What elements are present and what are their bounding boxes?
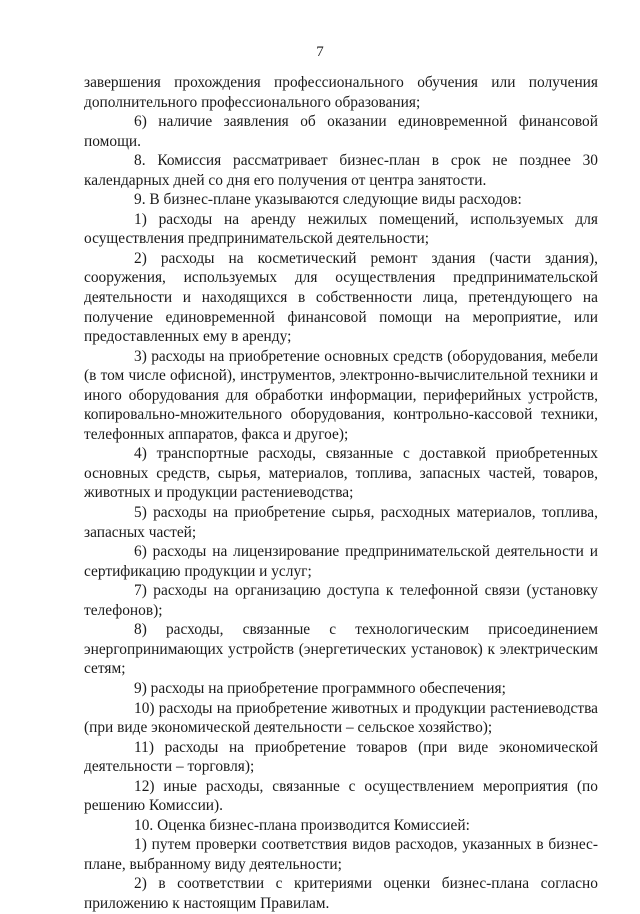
expense-item-2: 2) расходы на косметический ремонт здания (части здания), сооружения, используемых для осуществления предпринимательской деятельности и находящихся в собственности лица, претендующего на получение единовременной финансовой помощи на мероприятие, или предоставленных ему в аренду; <box>84 249 598 346</box>
expense-item-10: 10) расходы на приобретение животных и продукции растениеводства (при виде экономической деятельности – сельское хозяйство); <box>84 699 598 737</box>
expense-item-8: 8) расходы, связанные с технологическим присоединением энергопринимающих устройств (энергетических установок) к электрическим сетям; <box>84 621 598 678</box>
list-item-requirement-6: 6) наличие заявления об оказании единовременной финансовой помощи. <box>84 113 598 150</box>
page-number: 7 <box>316 44 324 60</box>
expense-item-1: 1) расходы на аренду нежилых помещений, используемых для осуществления предпринимательской деятельности; <box>84 210 598 248</box>
evaluation-item-2: 2) в соответствии с критериями оценки бизнес-плана согласно приложению к настоящим Правилам. <box>84 875 598 912</box>
expense-item-11: 11) расходы на приобретение товаров (при виде экономической деятельности – торговля); <box>84 738 598 776</box>
expense-item-9: 9) расходы на приобретение программного обеспечения; <box>134 679 506 697</box>
clause-10: 10. Оценка бизнес-плана производится Комиссией: <box>134 816 470 834</box>
paragraph-continuation: завершения прохождения профессионального обучения или получения дополнительного профессионального образования; <box>84 74 598 111</box>
expense-item-3: 3) расходы на приобретение основных средств (оборудования, мебели (в том числе офисной), инструментов, электронно-вычислительной техники и иного оборудования для обработки информации, периферийных устройств, копировально-множительного оборудования, контрольно-кассовой техники, телефонных аппаратов, факса и другое); <box>84 347 598 443</box>
evaluation-item-1: 1) путем проверки соответствия видов расходов, указанных в бизнес-плане, выбранному виду деятельности; <box>84 836 598 873</box>
document-body <box>84 73 598 914</box>
clause-8: 8. Комиссия рассматривает бизнес-план в срок не позднее 30 календарных дней со дня его получения от центра занятости. <box>84 152 598 189</box>
expense-item-12: 12) иные расходы, связанные с осуществлением мероприятия (по решению Комиссии). <box>84 777 598 815</box>
expense-item-6: 6) расходы на лицензирование предпринимательской деятельности и сертификацию продукции и услуг; <box>84 543 598 580</box>
expense-item-7: 7) расходы на организацию доступа к телефонной связи (установку телефонов); <box>84 582 598 619</box>
clause-9: 9. В бизнес-плане указываются следующие виды расходов: <box>134 191 522 209</box>
expense-item-5: 5) расходы на приобретение сырья, расходных материалов, топлива, запасных частей; <box>84 504 598 541</box>
expense-item-4: 4) транспортные расходы, связанные с доставкой приобретенных основных средств, сырья, материалов, топлива, запасных частей, товаров, животных и продукции растениеводства; <box>84 445 598 502</box>
